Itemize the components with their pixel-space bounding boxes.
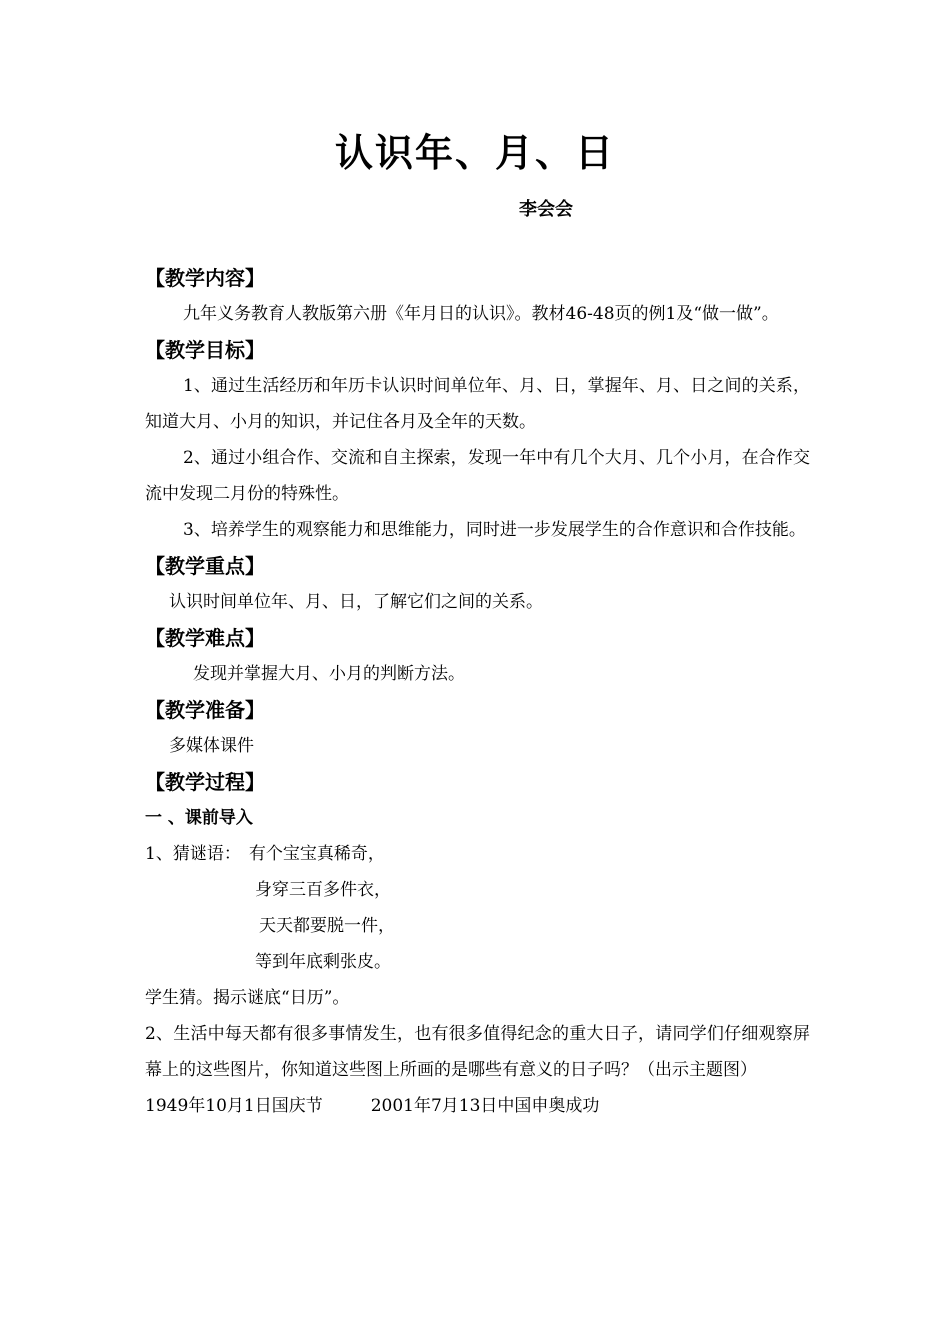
key-points-text: 认识时间单位年、月、日，了解它们之间的关系。 <box>169 592 543 612</box>
process-item-2: 2、生活中每天都有很多事情发生，也有很多值得纪念的重大日子，请同学们仔细观察屏幕上的这些图片，你知道这些图上所画的是哪些有意义的日子吗？（出示主题图） <box>145 1024 810 1080</box>
riddle-first-line <box>145 836 810 872</box>
riddle-line-3: 天天都要脱一件， <box>259 916 395 936</box>
section-heading-preparation: 【教学准备】 <box>145 698 265 722</box>
riddle-line-2: 身穿三百多件衣， <box>255 880 391 900</box>
preparation-text: 多媒体课件 <box>169 736 254 756</box>
goal-item-3: 3、培养学生的观察能力和思维能力，同时进一步发展学生的合作意识和合作技能。 <box>183 520 806 540</box>
riddle-line-4: 等到年底剩张皮。 <box>255 952 391 972</box>
goal-item-2: 2、通过小组合作、交流和自主探索，发现一年中有几个大月、几个小月，在合作交流中发现二月份的特殊性。 <box>145 448 810 504</box>
riddle-line-1: 有个宝宝真稀奇， <box>248 844 385 864</box>
section-heading-content: 【教学内容】 <box>145 266 265 290</box>
process-part1-title: 一 、课前导入 <box>145 808 253 828</box>
riddle-label: 1、猜谜语： <box>145 844 241 864</box>
author-name: 李会会 <box>519 199 573 220</box>
page-title: 认识年、月、日 <box>334 131 615 175</box>
section-heading-key-points: 【教学重点】 <box>145 554 265 578</box>
date-national-day: 1949年10月1日国庆节 <box>145 1096 323 1116</box>
section-heading-difficulties: 【教学难点】 <box>145 626 265 650</box>
date-olympic-bid: 2001年7月13日中国申奥成功 <box>370 1096 600 1116</box>
section-heading-process: 【教学过程】 <box>145 770 265 794</box>
dates-line <box>145 1088 810 1124</box>
section-heading-goals: 【教学目标】 <box>145 338 265 362</box>
document-body <box>145 260 810 1124</box>
content-text: 九年义务教育人教版第六册《年月日的认识》。教材46-48页的例1及“做一做”。 <box>183 304 779 324</box>
difficulties-text: 发现并掌握大月、小月的判断方法。 <box>193 664 465 684</box>
riddle-answer: 学生猜。揭示谜底“日历”。 <box>145 988 350 1008</box>
goal-item-1: 1、通过生活经历和年历卡认识时间单位年、月、日，掌握年、月、日之间的关系，知道大月、小月的知识，并记住各月及全年的天数。 <box>145 376 810 432</box>
